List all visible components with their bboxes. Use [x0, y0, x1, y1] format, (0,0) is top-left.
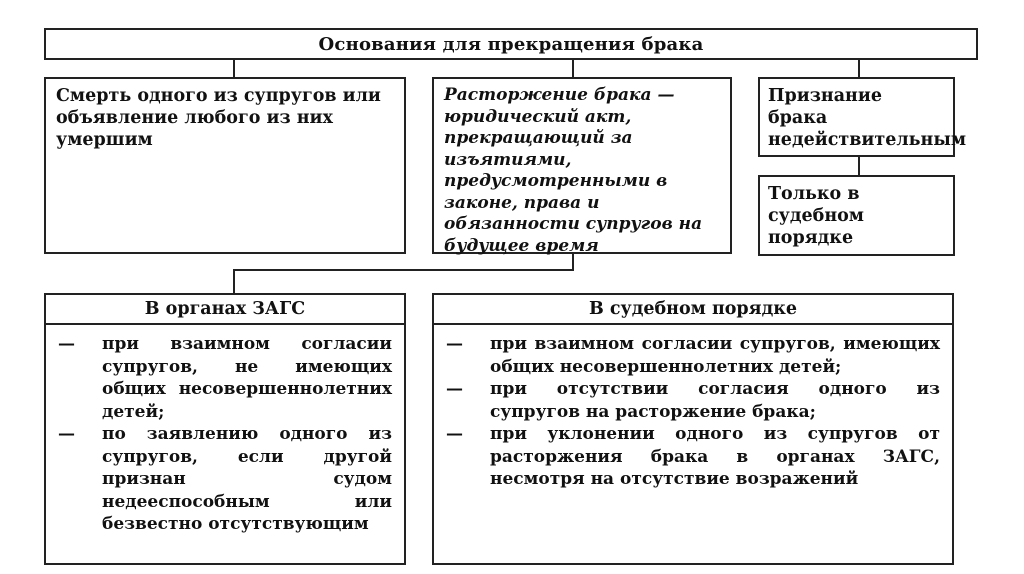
ground-court-only-text: Только в судебном порядке [768, 184, 865, 248]
zags-box [44, 293, 406, 565]
ground-divorce-box [432, 77, 732, 254]
ground-death-text: Смерть одного из супругов или объявление любого из них умершим [56, 86, 381, 150]
court-list [434, 325, 952, 491]
connector-invalid-court [858, 156, 860, 176]
ground-divorce-text: Расторжение брака — юридический акт, прекращающий за изъятиями, предусмотренными в законе, права и обязанности супругов на будущее время [444, 85, 703, 256]
court-item-3: — при уклонении одного из супругов от расторжения брака в органах ЗАГС, несмотря на отсутствие возражений [446, 423, 940, 491]
ground-invalid-text: Признание брака недействительным [768, 86, 967, 150]
ground-invalid-box [758, 77, 967, 157]
connector-divorce-hbar [233, 269, 574, 271]
root-box [44, 28, 978, 60]
ground-court-only-box [758, 175, 955, 256]
court-header: В судебном порядке [434, 295, 952, 325]
root-label: Основания для прекращения брака [318, 34, 704, 55]
connector-to-zags [233, 269, 235, 294]
ground-death-box [44, 77, 406, 254]
zags-item-2: — по заявлению одного из супругов, если другой признан судом недееспособным или безвестно отсутствующим [58, 423, 392, 536]
zags-item-1: — при взаимном согласии супругов, не имеющих общих несовершеннолетних детей; [58, 333, 392, 423]
connector-root-divorce [572, 58, 574, 78]
zags-list [46, 325, 404, 536]
court-item-2: — при отсутствии согласия одного из супругов на расторжение брака; [446, 378, 940, 423]
connector-root-invalid [858, 58, 860, 78]
court-box [432, 293, 954, 565]
court-item-1: — при взаимном согласии супругов, имеющих общих несовершеннолетних детей; [446, 333, 940, 378]
connector-root-death [233, 58, 235, 78]
zags-header: В органах ЗАГС [46, 295, 404, 325]
